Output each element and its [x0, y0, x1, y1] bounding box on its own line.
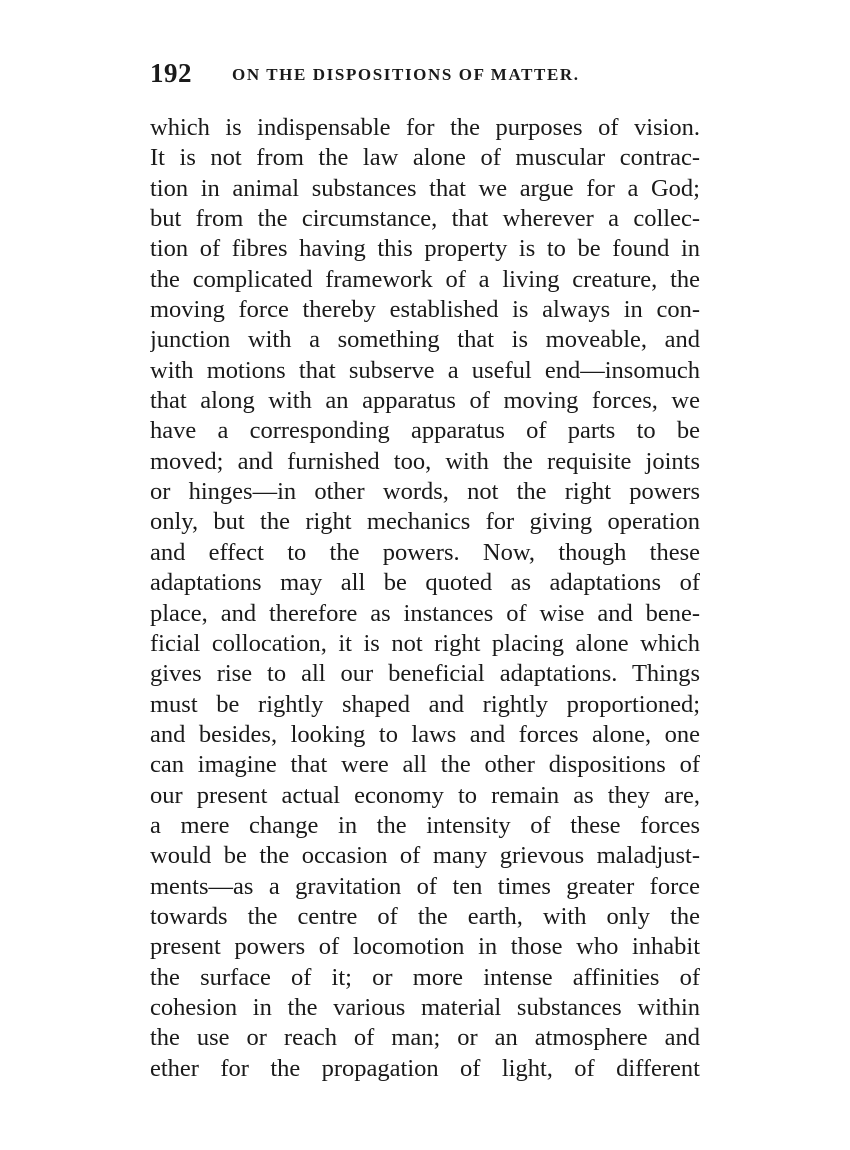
text-line: ments—as a gravitation of ten times greater force — [150, 872, 700, 900]
text-line: but from the circumstance, that wherever a collec- — [150, 205, 700, 233]
text-line: place, and therefore as instances of wise and bene- — [150, 599, 700, 627]
text-line: with motions that subserve a useful end—insomuch — [150, 356, 700, 384]
body-text — [150, 113, 700, 1084]
text-line: the complicated framework of a living creature, the — [150, 265, 700, 293]
text-line: our present actual economy to remain as they are, — [150, 781, 700, 809]
text-line: tion of fibres having this property is to be found in — [150, 235, 700, 263]
text-line: that along with an apparatus of moving forces, we — [150, 387, 700, 415]
running-head — [150, 58, 710, 94]
text-line: gives rise to all our beneficial adaptations. Things — [150, 660, 700, 688]
text-line: the use or reach of man; or an atmosphere and — [150, 1024, 700, 1052]
text-line: which is indispensable for the purposes of vision. — [150, 114, 700, 141]
text-line: towards the centre of the earth, with only the — [150, 902, 700, 930]
text-line: tion in animal substances that we argue for a God; — [150, 174, 700, 202]
text-line: or hinges—in other words, not the right powers — [150, 478, 700, 506]
text-line: would be the occasion of many grievous maladjust- — [150, 842, 700, 870]
text-line: present powers of locomotion in those who inhabit — [150, 933, 700, 961]
text-line: ficial collocation, it is not right placing alone which — [150, 629, 700, 657]
text-line: It is not from the law alone of muscular contrac- — [150, 144, 700, 172]
text-line: the surface of it; or more intense affinities of — [150, 963, 700, 991]
text-line: junction with a something that is moveable, and — [150, 326, 700, 354]
text-line: and besides, looking to laws and forces alone, one — [150, 720, 700, 748]
text-line: adaptations may all be quoted as adaptations of — [150, 569, 700, 597]
text-line: must be rightly shaped and rightly proportioned; — [150, 690, 700, 718]
text-line: moving force thereby established is always in con- — [150, 296, 700, 324]
text-line: only, but the right mechanics for giving operation — [150, 508, 700, 536]
text-line: cohesion in the various material substances within — [150, 993, 700, 1021]
text-line: can imagine that were all the other dispositions of — [150, 751, 700, 779]
text-line: have a corresponding apparatus of parts to be — [150, 417, 700, 445]
text-line: ether for the propagation of light, of different — [150, 1054, 700, 1082]
text-line: a mere change in the intensity of these forces — [150, 811, 700, 839]
text-line: and effect to the powers. Now, though these — [150, 538, 700, 566]
text-line: moved; and furnished too, with the requisite joints — [150, 447, 700, 475]
running-title: ON THE DISPOSITIONS OF MATTER. — [232, 65, 580, 84]
page-number: 192 — [150, 58, 192, 88]
